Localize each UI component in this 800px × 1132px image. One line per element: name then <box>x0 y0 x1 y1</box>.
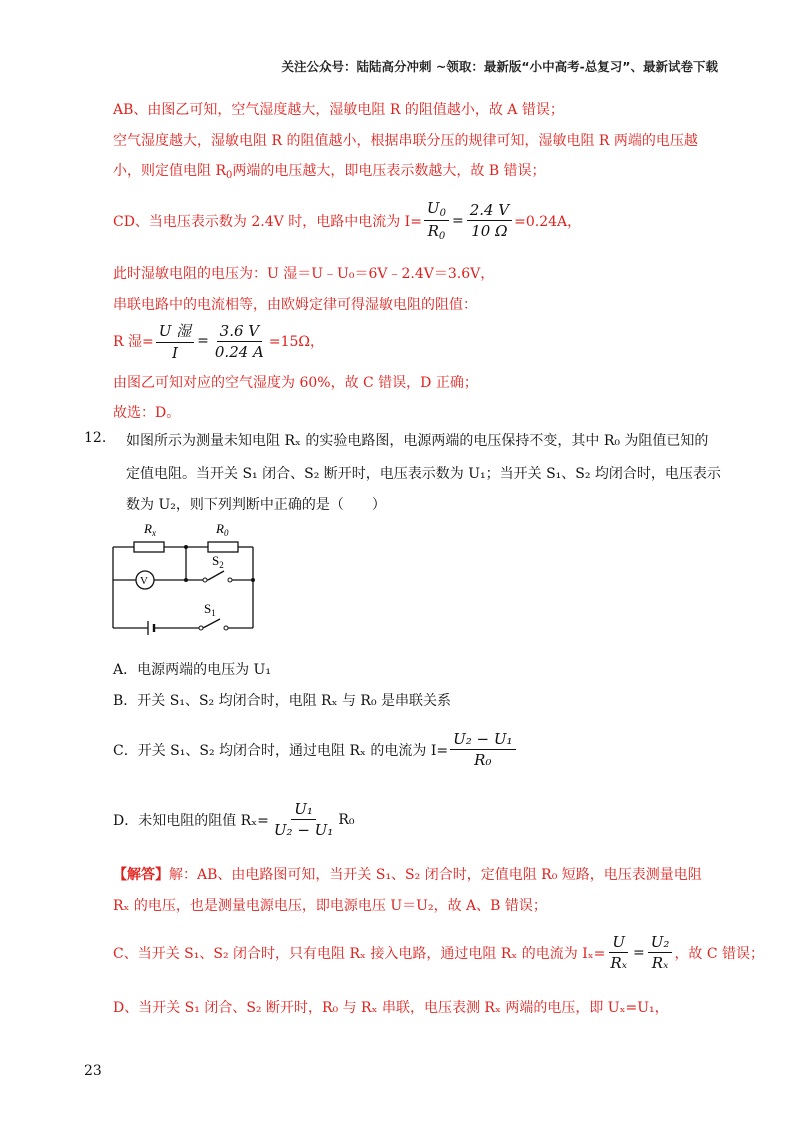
fraction-3.6v-0.24a <box>212 322 267 361</box>
sol11-r-pre: R 湿= <box>113 334 154 350</box>
circuit-diagram <box>108 515 268 640</box>
option-c-text: C．开关 S₁、S₂ 均闭合时，通过电阻 Rₓ 的电流为 I= <box>113 742 449 759</box>
label-r0: $R_0$ <box>216 521 229 538</box>
sol11-line-2: 空气湿度越大，湿敏电阻 R 的阻值越小，根据串联分压的规律可知，湿敏电阻 R 两端的电压越 <box>113 133 698 149</box>
option-d-post: R₀ <box>338 811 355 828</box>
frac-num: U₂ − U₁ <box>450 730 515 750</box>
sol12-line-d: D、当开关 S₁ 闭合、S₂ 断开时，R₀ 与 Rₓ 串联，电压表测 Rₓ 两端的电压，即 Uₓ=U₁， <box>113 1000 669 1016</box>
resistor-r0 <box>208 542 238 552</box>
fraction-u2-rx <box>648 933 673 972</box>
answer-tag: 【解答】 <box>113 867 169 883</box>
frac-num-sub: 0 <box>439 208 446 219</box>
sol11-line-3-sub: 0 <box>226 170 233 181</box>
sol12-c-post: ，故 C 错误； <box>674 945 765 962</box>
sol12-c-pre: C、当开关 S₁、S₂ 闭合时，只有电阻 Rₓ 接入电路，通过电阻 Rₓ 的电流为 Iₓ= <box>113 945 606 962</box>
frac-num: U <box>609 933 628 953</box>
sol12-line-2: Rₓ 的电压，也是测量电源电压，即电源电压 U＝U₂，故 A、B 错误； <box>113 898 547 914</box>
fraction-option-c <box>450 730 515 769</box>
sol11-cd-pre: CD、当电压表示数为 2.4V 时，电路中电流为 I= <box>113 213 422 230</box>
frac-den: R <box>427 222 439 240</box>
fraction-u-i <box>156 320 194 362</box>
frac-num: 3.6 V <box>217 322 262 342</box>
resistor-rx <box>134 542 164 552</box>
sol11-line-8: 由图乙可知对应的空气湿度为 60%，故 C 错误，D 正确； <box>113 375 478 391</box>
sol12-c-formula: C、当开关 S₁、S₂ 闭合时，只有电阻 Rₓ 接入电路，通过电阻 Rₓ 的电流为 Iₓ= $\frac{U}{\text{Rₓ}}$ = $\frac{\text{U₂}}{\text{Rₓ}}$ ，故 C 错误； <box>113 933 765 972</box>
frac-den-sub: 0 <box>438 231 446 242</box>
sol11-line-3b: 两端的电压越大，即电压表示数越大，故 B 错误； <box>232 163 546 179</box>
option-b[interactable]: B．开关 S₁、S₂ 均闭合时，电阻 Rₓ 与 R₀ 是串联关系 <box>113 693 452 709</box>
question-number: 12. <box>84 430 107 446</box>
sol11-line-6: 串联电路中的电流相等，由欧姆定律可得湿敏电阻的阻值： <box>113 297 477 313</box>
option-d-text: D．未知电阻的阻值 Rₓ= <box>113 812 269 829</box>
page-header: 关注公众号：陆陆高分冲刺 ~领取：最新版“小中高考-总复习”、最新试卷下载 <box>281 59 718 74</box>
sol12-line-1-text: 解：AB、由电路图可知，当开关 S₁、S₂ 闭合时，定值电阻 R₀ 短路，电压表测量电阻 <box>169 867 702 883</box>
sol12-line-1 <box>113 864 702 884</box>
fraction-u0-r0 <box>424 199 449 242</box>
frac-den: 0.24 A <box>214 342 264 361</box>
option-c[interactable] <box>113 730 518 769</box>
frac-num: 2.4 V <box>467 201 512 221</box>
sol11-cd-post: =0.24A， <box>514 213 582 230</box>
frac-num: U₁ <box>291 800 316 820</box>
fraction-2.4v-10ohm <box>467 201 512 240</box>
sol11-line-5: 此时湿敏电阻的电压为：U 湿＝U﹣U₀＝6V﹣2.4V＝3.6V， <box>113 266 495 282</box>
sol11-line-ab: AB、由图乙可知，空气湿度越大，湿敏电阻 R 的阻值越小，故 A 错误； <box>113 102 564 118</box>
fraction-u-rx <box>607 933 630 972</box>
fraction-option-d <box>271 800 336 839</box>
label-s1: $S_1$ <box>204 601 216 618</box>
sol11-r-post: =15Ω， <box>268 334 325 350</box>
label-rx: $R_x$ <box>144 521 156 538</box>
frac-den: Rₓ <box>651 954 669 972</box>
option-d[interactable] <box>113 800 354 839</box>
q12-stem-3: 数为 U₂，则下列判断中正确的是（ ） <box>126 497 386 513</box>
sol11-r-formula: R 湿= $\frac{\text{U 湿}}{I}$ = $\frac{3.6 V}{0.24 A}$ =15Ω， <box>113 321 325 362</box>
frac-num: U 湿 <box>156 320 194 343</box>
frac-den: 10 Ω <box>471 222 508 240</box>
sol11-answer: 故选：D。 <box>113 405 181 421</box>
page-number: 23 <box>84 1063 102 1079</box>
label-v: V <box>140 575 148 587</box>
option-a[interactable]: A．电源两端的电压为 U₁ <box>113 662 271 678</box>
label-s2: $S_2$ <box>212 553 224 570</box>
frac-den: R₀ <box>474 751 492 769</box>
frac-num: U <box>426 199 440 217</box>
frac-num: U₂ <box>648 933 673 953</box>
sol11-cd-formula: CD、当电压表示数为 2.4V 时，电路中电流为 I= $\frac{U_0}{R_0}$ = $\frac{2.4 V}{10 \Omega}$ =0.24A， <box>113 199 582 242</box>
q12-stem-1: 如图所示为测量未知电阻 Rₓ 的实验电路图，电源两端的电压保持不变，其中 R₀ 为阻值已知的 <box>126 433 709 449</box>
frac-den: U₂ − U₁ <box>273 821 334 839</box>
frac-den: Rₓ <box>610 954 628 972</box>
frac-den: I <box>171 344 178 362</box>
sol11-line-3 <box>113 160 546 181</box>
sol11-line-3a: 小，则定值电阻 R <box>113 163 226 179</box>
q12-stem-2: 定值电阻。当开关 S₁ 闭合、S₂ 断开时，电压表示数为 U₁；当开关 S₁、S₂ 均闭合时，电压表示 <box>126 466 721 482</box>
